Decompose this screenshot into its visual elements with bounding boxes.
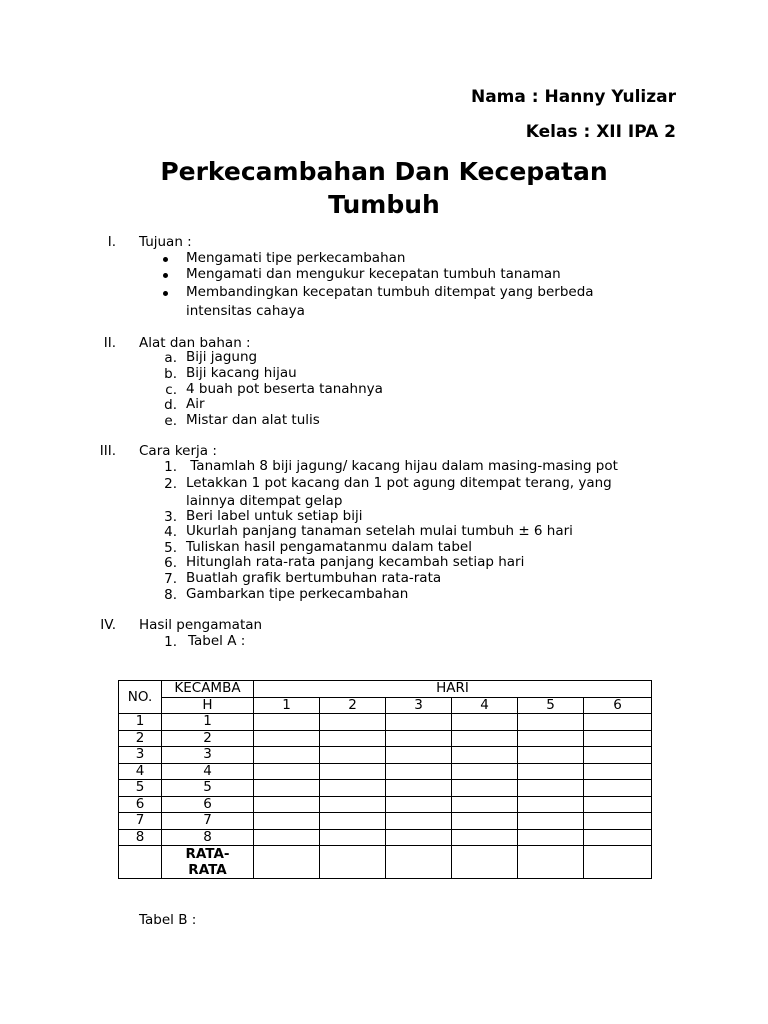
tujuan-item: Mengamati dan mengukur kecepatan tumbuh tanaman (186, 266, 561, 282)
list-marker: 6. (164, 555, 177, 571)
list-marker: 1. (164, 459, 177, 475)
cell-kecambah: 3 (162, 747, 254, 764)
bullet-icon (163, 273, 168, 278)
document-title (0, 155, 768, 221)
list-marker: c. (165, 382, 177, 398)
tujuan-item: Mengamati tipe perkecambahan (186, 250, 406, 266)
cara-item-continued: lainnya ditempat gelap (186, 493, 343, 509)
list-marker: d. (164, 397, 177, 413)
list-marker: e. (164, 413, 177, 429)
cell-no: 3 (119, 747, 162, 764)
table-row (119, 714, 652, 731)
alat-item: Biji kacang hijau (186, 365, 297, 381)
list-marker: 7. (164, 571, 177, 587)
cara-item: Ukurlah panjang tanaman setelah mulai tumbuh ± 6 hari (186, 523, 573, 539)
cell-no: 1 (119, 714, 162, 731)
header-day: 2 (320, 697, 386, 714)
student-class: Kelas : XII IPA 2 (525, 122, 676, 142)
cara-item: Tuliskan hasil pengamatanmu dalam tabel (186, 539, 472, 555)
section-heading-hasil: Hasil pengamatan (139, 617, 263, 633)
header-day: 1 (254, 697, 320, 714)
cell-no: 5 (119, 780, 162, 797)
list-marker: 3. (164, 509, 177, 525)
list-marker: 4. (164, 524, 177, 540)
table-row (119, 730, 652, 747)
cara-item: Beri label untuk setiap biji (186, 508, 363, 524)
bullet-icon (163, 257, 168, 262)
observation-table (118, 680, 652, 879)
student-name: Nama : Hanny Yulizar (470, 87, 676, 107)
cell-no: 4 (119, 763, 162, 780)
cell-kecambah: 6 (162, 796, 254, 813)
table-row (119, 813, 652, 830)
table-row (119, 780, 652, 797)
cara-item: Gambarkan tipe perkecambahan (186, 586, 409, 602)
tujuan-item-continued: intensitas cahaya (186, 303, 305, 319)
cara-item: Hitunglah rata-rata panjang kecambah setiap hari (186, 554, 525, 570)
list-marker: a. (164, 350, 177, 366)
header-hari: HARI (254, 681, 652, 698)
cell-kecambah: 5 (162, 780, 254, 797)
cell-kecambah: 8 (162, 829, 254, 846)
header-kecambah-cont: H (162, 697, 254, 714)
section-number-1: I. (107, 234, 116, 250)
alat-item: Air (186, 396, 205, 412)
cell-kecambah: 1 (162, 714, 254, 731)
cara-item: Letakkan 1 pot kacang dan 1 pot agung ditempat terang, yang (186, 475, 612, 491)
title-line-2: Tumbuh (328, 190, 440, 219)
table-row (119, 763, 652, 780)
list-marker: 5. (164, 540, 177, 556)
cell-rata-rata (162, 846, 254, 879)
cell-kecambah: 2 (162, 730, 254, 747)
cara-item: Tanamlah 8 biji jagung/ kacang hijau dalam masing-masing pot (186, 458, 618, 474)
cell-no: 8 (119, 829, 162, 846)
header-day: 6 (584, 697, 652, 714)
section-number-2: II. (103, 335, 116, 351)
tabel-a-label: Tabel A : (188, 633, 246, 649)
list-marker: 1. (164, 634, 177, 650)
tabel-b-label: Tabel B : (139, 912, 197, 928)
list-marker: 2. (164, 476, 177, 492)
tujuan-item: Membandingkan kecepatan tumbuh ditempat yang berbeda (186, 284, 594, 300)
bullet-icon (163, 291, 168, 296)
list-marker: b. (164, 366, 177, 382)
table-subheader-row (119, 697, 652, 714)
header-day: 5 (518, 697, 584, 714)
section-number-4: IV. (100, 617, 116, 633)
section-number-3: III. (99, 443, 116, 459)
rata-line-2: RATA (188, 862, 227, 878)
list-marker: 8. (164, 587, 177, 603)
section-heading-alat: Alat dan bahan : (139, 335, 251, 351)
section-heading-tujuan: Tujuan : (139, 234, 192, 250)
alat-item: Mistar dan alat tulis (186, 412, 320, 428)
cell-no: 6 (119, 796, 162, 813)
alat-item: Biji jagung (186, 349, 258, 365)
table-rata-row (119, 846, 652, 879)
table-row (119, 796, 652, 813)
cell-no: 2 (119, 730, 162, 747)
rata-line-1: RATA- (185, 846, 230, 862)
header-no: NO. (119, 681, 162, 714)
cell-no: 7 (119, 813, 162, 830)
table-header-row (119, 681, 652, 698)
cell-kecambah: 4 (162, 763, 254, 780)
header-day: 4 (452, 697, 518, 714)
header-day: 3 (386, 697, 452, 714)
title-line-1: Perkecambahan Dan Kecepatan (160, 157, 608, 186)
section-heading-cara: Cara kerja : (139, 443, 217, 459)
table-row (119, 747, 652, 764)
cara-item: Buatlah grafik bertumbuhan rata-rata (186, 570, 442, 586)
header-kecambah: KECAMBA (162, 681, 254, 698)
cell-kecambah: 7 (162, 813, 254, 830)
alat-item: 4 buah pot beserta tanahnya (186, 381, 383, 397)
table-row (119, 829, 652, 846)
